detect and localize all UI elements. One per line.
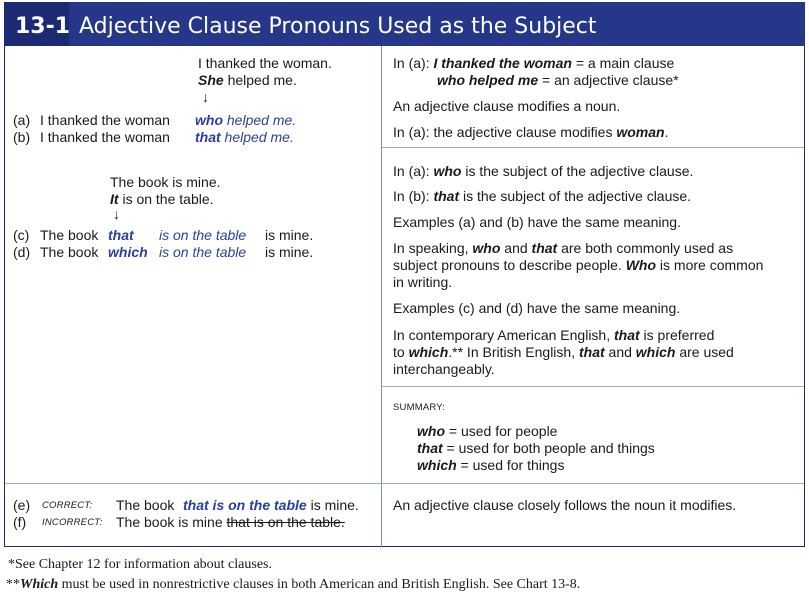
- footnote-2: **Which must be used in nonrestrictive clauses in both American and British English. See Chart 13-8.: [6, 577, 581, 592]
- example-d-end: is mine.: [265, 244, 314, 260]
- r1-line4: In (a): the adjective clause modifies woman.: [393, 124, 669, 140]
- example-f-tag: INCORRECT:: [42, 517, 103, 528]
- chart-number: 13-1: [15, 14, 71, 39]
- example-f-line: The book is mine that is on the table.: [116, 514, 345, 530]
- r2-q-line3: interchangeably.: [393, 361, 495, 377]
- example-b-label: (b): [13, 129, 31, 145]
- example-c-text: The book: [40, 227, 99, 243]
- example-d-clause: is on the table: [159, 244, 247, 260]
- example-a-text: I thanked the woman: [40, 112, 170, 128]
- r2-line2: In (b): that is the subject of the adjective clause.: [393, 188, 692, 204]
- summary-which: which = used for things: [417, 457, 565, 473]
- r1-line1: In (a): I thanked the woman = a main clause: [393, 55, 675, 71]
- summary-label: SUMMARY:: [393, 402, 446, 413]
- s1-down-arrow: ↓: [202, 89, 209, 105]
- example-a-label: (a): [13, 112, 31, 128]
- example-c-end: is mine.: [265, 227, 314, 243]
- example-c-clause: is on the table: [159, 227, 247, 243]
- example-c-pronoun: that: [108, 227, 134, 243]
- row-divider-3: [5, 483, 804, 484]
- s1-sub-sentence: She helped me.: [198, 72, 297, 88]
- r4-text: An adjective clause closely follows the noun it modifies.: [393, 497, 737, 513]
- example-d-pronoun: which: [108, 244, 148, 260]
- row-divider-1: [382, 147, 804, 148]
- row-divider-summary: [382, 386, 804, 387]
- r2-q-line1: In contemporary American English, that is preferred: [393, 327, 715, 343]
- r1-line2: who helped me = an adjective clause*: [437, 72, 679, 88]
- example-d-label: (d): [13, 244, 31, 260]
- example-f-label: (f): [13, 514, 27, 530]
- r2-line4: Examples (c) and (d) have the same meaning.: [393, 300, 681, 316]
- example-a-clause: who helped me.: [195, 112, 297, 128]
- column-divider: [381, 46, 382, 547]
- r2-para-line3: in writing.: [393, 274, 453, 290]
- chart-header: [4, 2, 805, 46]
- r1-line3: An adjective clause modifies a noun.: [393, 98, 621, 114]
- example-e-tag: CORRECT:: [42, 500, 93, 511]
- example-e-label: (e): [13, 497, 31, 513]
- r2-para-line1: In speaking, who and that are both commonly used as: [393, 240, 734, 256]
- summary-who: who = used for people: [417, 423, 558, 439]
- example-b-clause: that helped me.: [195, 129, 294, 145]
- example-e-text: The book: [116, 497, 175, 513]
- footnote-1: *See Chapter 12 for information about clauses.: [8, 557, 272, 572]
- example-c-label: (c): [13, 227, 30, 243]
- s2-main-sentence: The book is mine.: [110, 174, 221, 190]
- r2-q-line2: to which.** In British English, that and which are used: [393, 344, 734, 360]
- chart-title: Adjective Clause Pronouns Used as the Subject: [79, 14, 597, 39]
- example-d-text: The book: [40, 244, 99, 260]
- s1-main-sentence: I thanked the woman.: [198, 55, 332, 71]
- example-e-clause-line: that is on the table is mine.: [183, 497, 359, 513]
- s2-down-arrow: ↓: [113, 206, 120, 222]
- s2-sub-sentence: It is on the table.: [110, 191, 214, 207]
- r2-line1: In (a): who is the subject of the adjective clause.: [393, 163, 694, 179]
- example-b-text: I thanked the woman: [40, 129, 170, 145]
- r2-para-line2: subject pronouns to describe people. Who is more common: [393, 257, 764, 273]
- r2-line3: Examples (a) and (b) have the same meaning.: [393, 214, 681, 230]
- summary-that: that = used for both people and things: [417, 440, 655, 456]
